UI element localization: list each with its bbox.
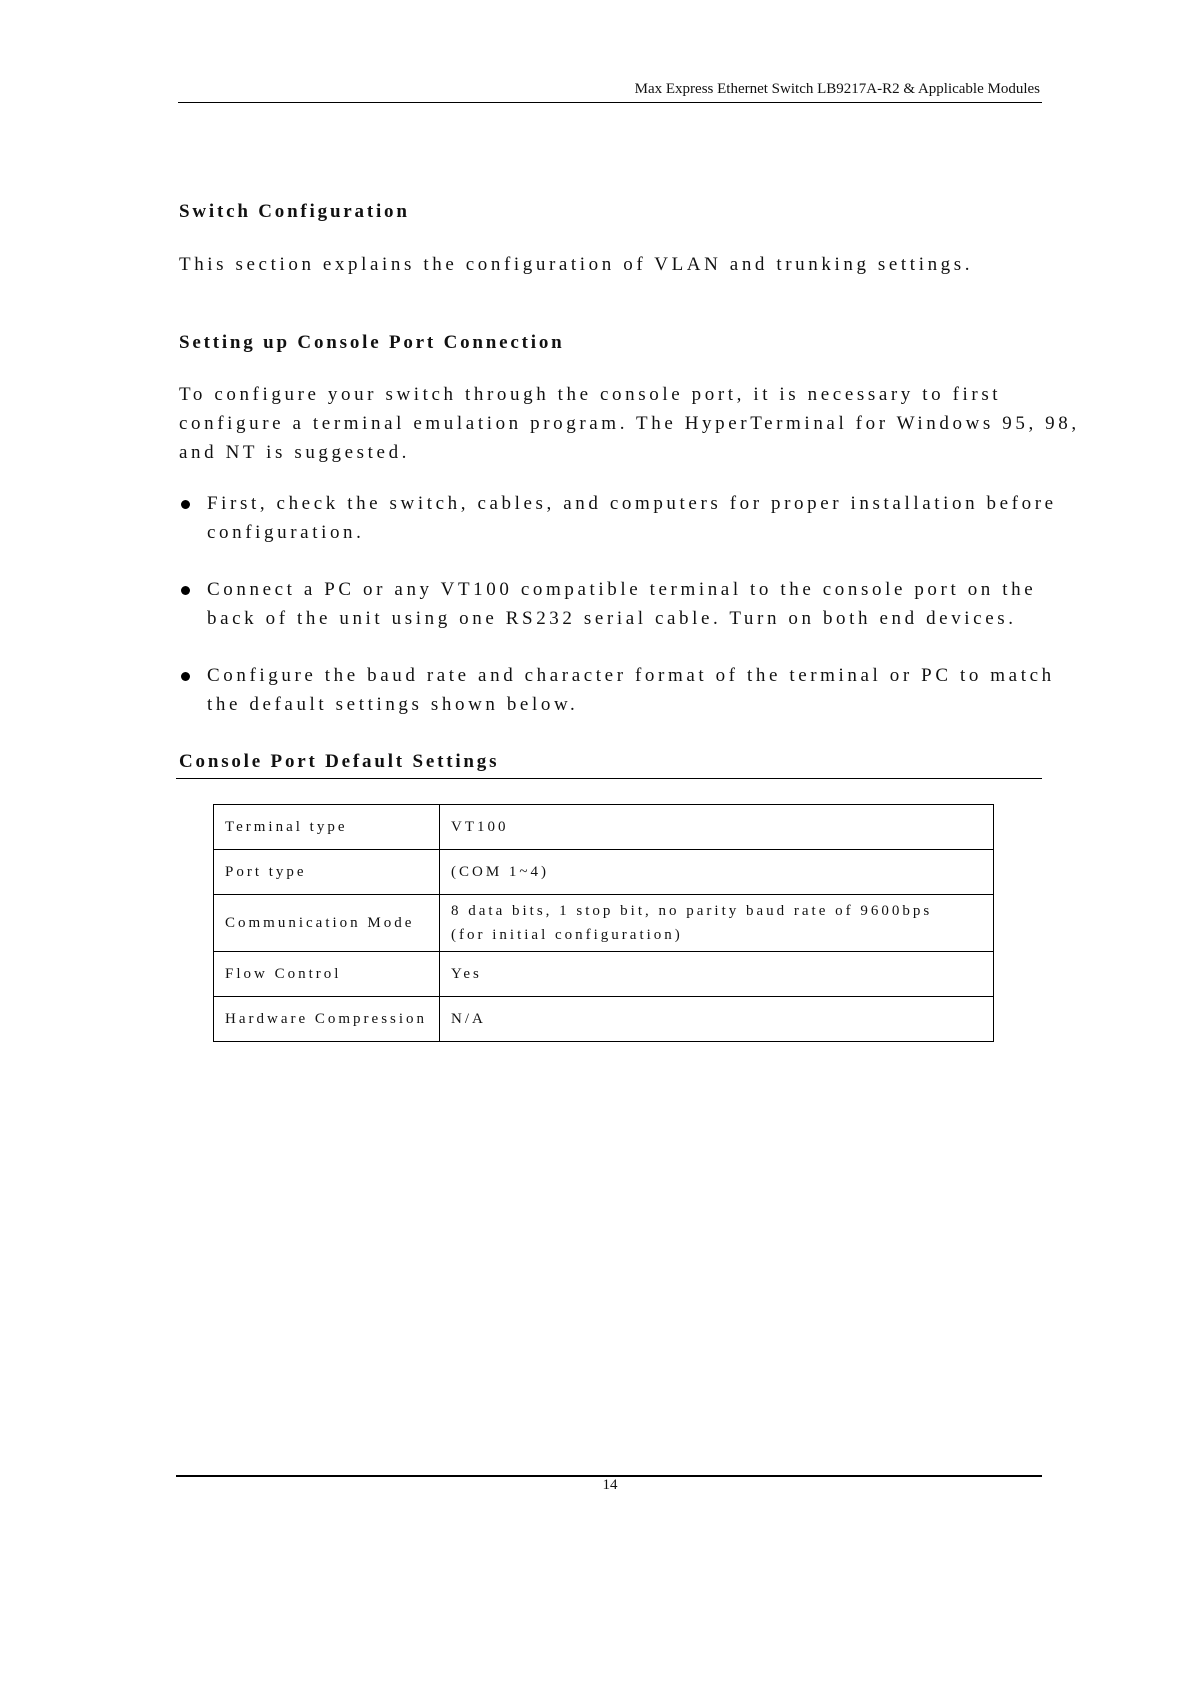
setting-value-line: VT100 xyxy=(451,819,509,835)
setting-value xyxy=(440,805,994,850)
bullet-icon xyxy=(181,500,190,509)
table-row xyxy=(214,805,994,850)
list-item-line: back of the unit using one RS232 serial cable. Turn on both end devices. xyxy=(207,608,1017,629)
paragraph-line: configure a terminal emulation program. The HyperTerminal for Windows 95, 98, xyxy=(179,413,1080,434)
list-item xyxy=(179,575,1049,633)
setting-value-line: (for initial configuration) xyxy=(451,927,683,943)
setting-value-line: 8 data bits, 1 stop bit, no parity baud rate of 9600bps xyxy=(451,903,933,919)
table-title-rule xyxy=(176,778,1042,779)
setting-value xyxy=(440,895,994,952)
bullet-icon xyxy=(181,586,190,595)
instruction-list xyxy=(179,489,1057,747)
setting-name: Hardware Compression xyxy=(214,997,440,1042)
list-item-line: Configure the baud rate and character format of the terminal or PC to match xyxy=(207,665,1055,686)
header-rule xyxy=(178,102,1042,103)
table-title: Console Port Default Settings xyxy=(179,751,500,772)
heading-console-port-connection: Setting up Console Port Connection xyxy=(179,332,565,353)
heading-switch-configuration: Switch Configuration xyxy=(179,201,410,222)
table-row xyxy=(214,895,994,952)
setting-name: Flow Control xyxy=(214,952,440,997)
bullet-icon xyxy=(181,672,190,681)
table-row xyxy=(214,997,994,1042)
list-item-line: the default settings shown below. xyxy=(207,694,579,715)
setting-value xyxy=(440,850,994,895)
setting-name: Communication Mode xyxy=(214,895,440,952)
list-item xyxy=(179,489,1057,547)
setting-value-line: (COM 1~4) xyxy=(451,864,550,880)
table-row xyxy=(214,952,994,997)
setting-name: Port type xyxy=(214,850,440,895)
page-number: 14 xyxy=(602,1477,618,1493)
list-item-line: configuration. xyxy=(207,522,365,543)
list-item-line: First, check the switch, cables, and computers for proper installation before xyxy=(207,493,1057,514)
setting-name: Terminal type xyxy=(214,805,440,850)
list-item-line: Connect a PC or any VT100 compatible terminal to the console port on the xyxy=(207,579,1037,600)
console-settings-table xyxy=(213,804,994,1042)
table-row xyxy=(214,850,994,895)
setting-value-line: N/A xyxy=(451,1011,486,1027)
list-item xyxy=(179,661,1055,719)
setting-value xyxy=(440,997,994,1042)
setting-value xyxy=(440,952,994,997)
paragraph-line: To configure your switch through the console port, it is necessary to first xyxy=(179,384,1002,405)
paragraph-line: and NT is suggested. xyxy=(179,442,411,463)
setting-value-line: Yes xyxy=(451,966,482,982)
running-header: Max Express Ethernet Switch LB9217A-R2 & Applicable Modules xyxy=(634,81,1040,97)
switch-configuration-text: This section explains the configuration of VLAN and trunking settings. xyxy=(179,254,974,275)
console-port-paragraph xyxy=(179,380,1080,467)
